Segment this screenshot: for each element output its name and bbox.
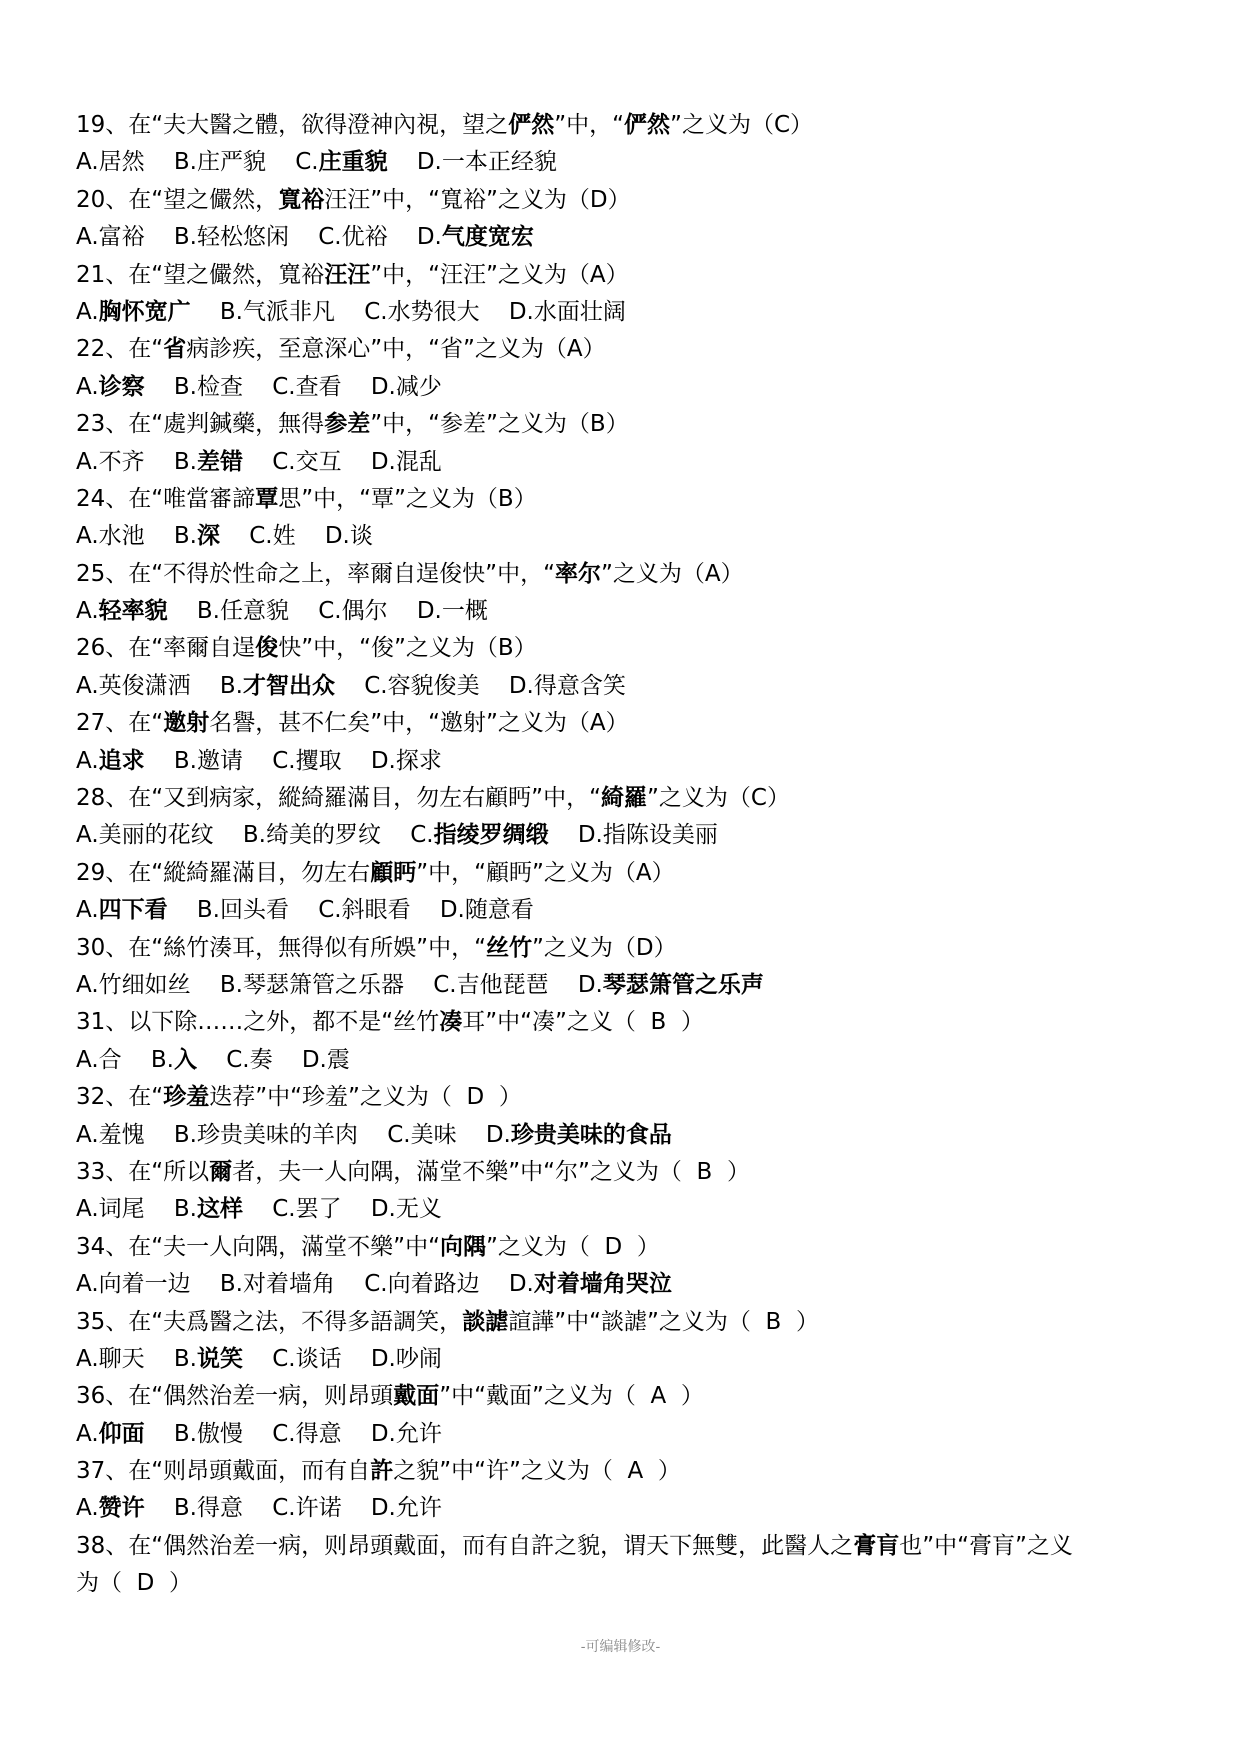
text-segment: 30、在“絲竹湊耳，無得似有所娛”中，“ (76, 934, 487, 961)
text-segment: ”中，“ (554, 112, 625, 138)
bold-answer-text: 诊察 (98, 373, 145, 400)
question-line (76, 556, 1176, 593)
text-segment: A. (76, 747, 99, 774)
question-line (76, 1453, 1176, 1490)
question-line (76, 930, 1176, 967)
text-segment: ”中，“顧眄”之义为（A） (416, 859, 675, 886)
bold-answer-text: 轻率貌 (98, 598, 168, 625)
bold-answer-text: 凑 (439, 1009, 463, 1036)
question-line (76, 406, 1176, 443)
text-segment: A. (76, 598, 99, 625)
question-line (76, 1304, 1176, 1341)
text-segment: 25、在“不得於性命之上，率爾自逞俊快”中，“ (76, 560, 556, 587)
options-line (76, 1042, 1176, 1079)
text-segment: 23、在“處判鍼藥，無得 (76, 411, 325, 438)
text-segment: 27、在“ (76, 710, 164, 737)
bold-answer-text: 省 (163, 336, 187, 363)
text-segment: A.水池 B. (76, 523, 197, 550)
options-line (76, 1117, 1176, 1154)
document-body (76, 107, 1176, 1603)
text-segment: B.检查 C.查看 D.减少 (144, 373, 442, 400)
text-segment: ”中，“参差”之义为（B） (370, 411, 629, 438)
question-line (76, 1528, 1176, 1565)
text-segment: B.回头看 C.斜眼看 D.随意看 (167, 897, 534, 924)
options-line (76, 892, 1176, 929)
bold-answer-text: 爾 (209, 1158, 233, 1185)
bold-answer-text: 庄重貌 (318, 149, 388, 176)
bold-answer-text: 俊 (255, 635, 279, 662)
text-segment: A.美丽的花纹 B.绮美的罗纹 C. (76, 822, 434, 849)
text-segment: 28、在“又到病家，縱綺羅滿目，勿左右顧眄”中，“ (76, 785, 602, 812)
text-segment: 24、在“唯當審諦 (76, 485, 256, 512)
text-segment: A.聊天 B. (76, 1345, 197, 1372)
text-segment: A.不齐 B. (76, 448, 197, 475)
text-segment: 也”中“膏肓”之义 (899, 1532, 1073, 1559)
question-line (76, 107, 1176, 144)
options-line (76, 1191, 1176, 1228)
options-line (76, 743, 1176, 780)
options-line (76, 518, 1176, 555)
options-line (76, 1416, 1176, 1453)
text-segment: ”之义为（C） (670, 112, 814, 138)
bold-answer-text: 覃 (255, 485, 279, 512)
bold-answer-text: 丝竹 (486, 934, 533, 961)
question-line (76, 1229, 1176, 1266)
bold-answer-text: 寬裕 (278, 186, 325, 213)
text-segment: ”之义为（ D ） (486, 1233, 660, 1260)
options-line (76, 593, 1176, 630)
text-segment: 迭荐”中“珍羞”之义为（ D ） (209, 1084, 522, 1111)
text-segment: C.奏 D.震 (196, 1046, 350, 1073)
question-line (76, 331, 1176, 368)
text-segment: ”中“戴面”之义为（ A ） (439, 1383, 704, 1410)
bold-answer-text: 气度宽宏 (441, 224, 534, 251)
bold-answer-text: 珍羞 (163, 1084, 210, 1111)
text-segment: A.英俊潇洒 B. (76, 672, 243, 699)
text-segment: 耳”中“凑”之义（ B ） (462, 1009, 704, 1036)
question-line (76, 1004, 1176, 1041)
question-line (76, 1154, 1176, 1191)
text-segment: D.一本正经貌 (387, 149, 557, 176)
text-segment: A.向着一边 B.对着墙角 C.向着路边 D. (76, 1271, 534, 1298)
text-segment: A. (76, 298, 99, 325)
options-line (76, 219, 1176, 256)
options-line (76, 817, 1176, 854)
bold-answer-text: 向隅 (440, 1233, 487, 1260)
text-segment: 汪汪”中，“寬裕”之义为（D） (324, 186, 631, 213)
text-segment: A.居然 B.庄严貌 C. (76, 149, 319, 176)
text-segment: C.谈话 D.吵闹 (242, 1345, 442, 1372)
text-segment: C.姓 D.谈 (219, 523, 373, 550)
text-segment: 32、在“ (76, 1084, 164, 1111)
question-line (76, 630, 1176, 667)
options-line (76, 444, 1176, 481)
bold-answer-text: 对着墙角哭泣 (533, 1271, 672, 1298)
text-segment: A.羞愧 B.珍贵美味的羊肉 C.美味 D. (76, 1121, 511, 1148)
text-segment: 33、在“所以 (76, 1158, 210, 1185)
text-segment: A.富裕 B.轻松悠闲 C.优裕 D. (76, 224, 442, 251)
bold-answer-text: 入 (173, 1046, 197, 1073)
text-segment: A.词尾 B. (76, 1196, 197, 1223)
bold-answer-text: 说笑 (196, 1345, 243, 1372)
bold-answer-text: 俨然 (508, 112, 555, 138)
text-segment: 26、在“率爾自逞 (76, 635, 256, 662)
bold-answer-text: 四下看 (98, 897, 168, 924)
bold-answer-text: 顧眄 (370, 859, 417, 886)
bold-answer-text: 汪汪 (324, 261, 371, 288)
question-line (76, 1079, 1176, 1116)
text-segment: 38、在“偶然治差一病，则昂頭戴面，而有自許之貌，谓天下無雙，此醫人之 (76, 1532, 854, 1559)
bold-answer-text: 珍贵美味的食品 (510, 1121, 672, 1148)
text-segment: 37、在“则昂頭戴面，而有自 (76, 1458, 371, 1485)
text-segment: 諠譁”中“談謔”之义为（ B ） (508, 1308, 819, 1335)
bold-answer-text: 指绫罗绸缎 (433, 822, 549, 849)
page-footer: -可编辑修改- (580, 1639, 661, 1655)
bold-answer-text: 差错 (196, 448, 243, 475)
bold-answer-text: 追求 (98, 747, 145, 774)
text-segment: 19、在“夫大醫之體，欲得澄神內視，望之 (76, 112, 509, 138)
bold-answer-text: 談謔 (462, 1308, 509, 1335)
bold-answer-text: 綺羅 (601, 785, 648, 812)
options-line (76, 1490, 1176, 1527)
text-segment: 29、在“縱綺羅滿目，勿左右 (76, 859, 371, 886)
options-line (76, 1341, 1176, 1378)
text-segment: 思”中，“覃”之义为（B） (278, 485, 537, 512)
bold-answer-text: 琴瑟箫管之乐声 (602, 971, 764, 998)
text-segment: C.交互 D.混乱 (242, 448, 442, 475)
options-line (76, 668, 1176, 705)
options-line (76, 144, 1176, 181)
question-line (76, 1565, 1176, 1602)
question-line (76, 182, 1176, 219)
text-segment: D.指陈设美丽 (548, 822, 718, 849)
text-segment: 名譽，甚不仁矣”中，“邀射”之义为（A） (209, 710, 629, 737)
bold-answer-text: 参差 (324, 411, 371, 438)
text-segment: A. (76, 373, 99, 400)
options-line (76, 967, 1176, 1004)
bold-answer-text: 戴面 (393, 1383, 440, 1410)
text-segment: ”之义为（D） (532, 934, 677, 961)
bold-answer-text: 許 (370, 1458, 394, 1485)
bold-answer-text: 邀射 (163, 710, 210, 737)
question-line (76, 257, 1176, 294)
bold-answer-text: 率尔 (555, 560, 602, 587)
question-line (76, 780, 1176, 817)
text-segment: 为（ D ） (76, 1570, 192, 1597)
text-segment: B.傲慢 C.得意 D.允许 (144, 1420, 442, 1447)
text-segment: 20、在“望之儼然， (76, 186, 279, 213)
bold-answer-text: 仰面 (98, 1420, 145, 1447)
bold-answer-text: 胸怀宽广 (98, 298, 191, 325)
question-line (76, 705, 1176, 742)
text-segment: ”之义为（A） (601, 560, 744, 587)
options-line (76, 369, 1176, 406)
text-segment: 病診疾，至意深心”中，“省”之义为（A） (186, 336, 606, 363)
text-segment: 35、在“夫爲醫之法，不得多語調笑， (76, 1308, 463, 1335)
text-segment: C.罢了 D.无义 (242, 1196, 442, 1223)
text-segment: 31、以下除……之外，都不是“丝竹 (76, 1009, 440, 1036)
text-segment: A.合 B. (76, 1046, 174, 1073)
bold-answer-text: 深 (196, 523, 220, 550)
text-segment: B.邀请 C.攫取 D.探求 (144, 747, 442, 774)
text-segment: B.任意貌 C.偶尔 D.一概 (167, 598, 488, 625)
text-segment: ”之义为（C） (647, 785, 790, 812)
text-segment: 36、在“偶然治差一病，则昂頭 (76, 1383, 394, 1410)
text-segment: A. (76, 1420, 99, 1447)
bold-answer-text: 才智出众 (242, 672, 335, 699)
text-segment: 22、在“ (76, 336, 164, 363)
text-segment: ”中，“汪汪”之义为（A） (370, 261, 629, 288)
options-line (76, 1266, 1176, 1303)
text-segment: 34、在“夫一人向隅，滿堂不樂”中“ (76, 1233, 441, 1260)
text-segment: A.竹细如丝 B.琴瑟箫管之乐器 C.吉他琵琶 D. (76, 971, 603, 998)
text-segment: 之貌”中“许”之义为（ A ） (393, 1458, 681, 1485)
options-line (76, 294, 1176, 331)
bold-answer-text: 赞许 (98, 1495, 145, 1522)
text-segment: 者，夫一人向隅，滿堂不樂”中“尔”之义为（ B ） (232, 1158, 750, 1185)
question-line (76, 481, 1176, 518)
bold-answer-text: 这样 (196, 1196, 243, 1223)
text-segment: B.气派非凡 C.水势很大 D.水面壮阔 (190, 298, 626, 325)
text-segment: B.得意 C.许诺 D.允许 (144, 1495, 442, 1522)
bold-answer-text: 膏肓 (853, 1532, 900, 1559)
question-line (76, 855, 1176, 892)
question-line (76, 1378, 1176, 1415)
text-segment: 21、在“望之儼然，寬裕 (76, 261, 325, 288)
text-segment: A. (76, 897, 99, 924)
text-segment: C.容貌俊美 D.得意含笑 (334, 672, 626, 699)
text-segment: A. (76, 1495, 99, 1522)
text-segment: 快”中，“俊”之义为（B） (278, 635, 537, 662)
bold-answer-text: 俨然 (624, 112, 671, 138)
